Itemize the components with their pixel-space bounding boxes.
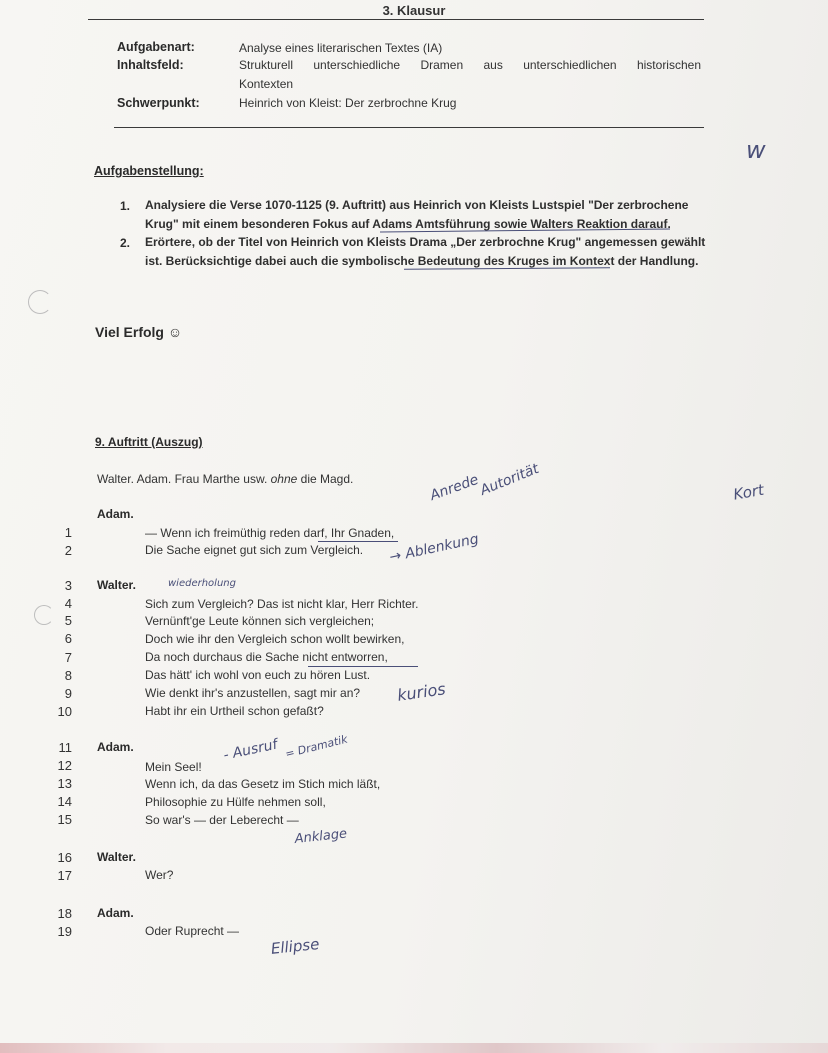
line-number: 4 xyxy=(64,596,72,611)
line-number: 8 xyxy=(64,668,72,683)
meta-label-inhaltsfeld: Inhaltsfeld: xyxy=(117,58,184,72)
punch-hole-mark-2 xyxy=(34,605,54,625)
verse-line: Habt ihr ein Urtheil schon gefaßt? xyxy=(145,704,324,718)
speaker-walter-2: Walter. xyxy=(97,850,136,864)
meta-label-schwerpunkt: Schwerpunkt: xyxy=(117,96,200,110)
annotation-ellipse: Ellipse xyxy=(270,934,321,958)
line-number: 9 xyxy=(64,686,72,701)
annotation-ablenkung: → Ablenkung xyxy=(388,531,481,566)
page-bottom-edge xyxy=(0,1043,828,1053)
meta-value-inhaltsfeld-line1: Strukturell unterschiedliche Dramen aus unterschiedlichen historischen xyxy=(239,58,701,72)
meta-value-inhaltsfeld-line2: Kontexten xyxy=(239,77,294,91)
task-2-number: 2. xyxy=(120,236,131,250)
annotation-anrede: Anrede xyxy=(428,471,481,505)
verse-line: Vernünft'ge Leute können sich vergleichen; xyxy=(145,614,375,628)
line-number: 15 xyxy=(57,812,72,827)
verse-line: Die Sache eignet gut sich zum Vergleich. xyxy=(145,543,364,557)
line-number: 7 xyxy=(64,650,72,665)
line-number: 14 xyxy=(57,794,72,809)
task-1-number: 1. xyxy=(120,199,131,213)
line-number: 1 xyxy=(64,525,72,540)
line-number: 11 xyxy=(58,740,72,755)
pen-underline-ihr-gnaden xyxy=(318,541,398,542)
header-rule-bottom xyxy=(114,127,704,128)
verse-line: Doch wie ihr den Vergleich schon wollt bewirken, xyxy=(145,632,405,646)
verse-line: Oder Ruprecht — xyxy=(145,924,240,938)
annotation-kurios: kurios xyxy=(396,679,447,705)
speaker-walter-1: Walter. xyxy=(97,578,136,592)
assignment-heading: Aufgabenstellung: xyxy=(94,164,204,178)
verse-line: So war's — der Leberecht — xyxy=(145,813,299,827)
verse-line: Wer? xyxy=(145,868,174,882)
verse-line: Wenn ich, da das Gesetz im Stich mich läßt, xyxy=(145,777,381,791)
meta-value-aufgabenart: Analyse eines literarischen Textes (IA) xyxy=(239,41,443,55)
annotation-wiederholung: wiederholung xyxy=(168,578,236,589)
line-number: 16 xyxy=(57,850,72,865)
annotation-dramatik: = Dramatik xyxy=(284,732,349,761)
good-luck-text: Viel Erfolg ☺ xyxy=(95,324,183,340)
annotation-anklage: Anklage xyxy=(294,826,348,847)
speaker-adam-1: Adam. xyxy=(97,507,134,521)
pen-underline-entworren xyxy=(308,666,418,667)
speaker-adam-3: Adam. xyxy=(97,906,134,920)
verse-line: — Wenn ich freimüthig reden darf, Ihr Gnaden, xyxy=(145,526,395,540)
speaker-adam-2: Adam. xyxy=(97,740,134,754)
verse-line: Da noch durchaus die Sache nicht entworren, xyxy=(145,650,388,664)
annotation-autoritaet: Autorität xyxy=(478,460,542,499)
verse-line: Mein Seel! xyxy=(145,760,202,774)
stage-direction xyxy=(97,472,353,486)
page-title: 3. Klausur xyxy=(382,3,446,18)
header-rule-top xyxy=(88,19,704,20)
stage-direction-part2: die Magd. xyxy=(297,472,354,486)
line-number: 18 xyxy=(57,906,72,921)
line-number: 2 xyxy=(64,543,72,558)
verse-line: Sich zum Vergleich? Das ist nicht klar, Herr Richter. xyxy=(145,597,419,611)
task-1-text: Analysiere die Verse 1070-1125 (9. Auftritt) aus Heinrich von Kleists Lustspiel "Der zerbrochene Krug" mit einem besonderen Fokus auf Adams Amtsführung sowie Walters Reaktion darauf. xyxy=(145,198,689,231)
scene-heading: 9. Auftritt (Auszug) xyxy=(95,435,203,449)
line-number: 13 xyxy=(57,776,72,791)
line-number: 19 xyxy=(57,924,72,939)
verse-line: Philosophie zu Hülfe nehmen soll, xyxy=(145,795,326,809)
meta-label-aufgabenart: Aufgabenart: xyxy=(117,40,195,54)
verse-line: Das hätt' ich wohl von euch zu hören Lust. xyxy=(145,668,371,682)
stage-direction-emphasis: ohne xyxy=(270,472,298,486)
line-number: 5 xyxy=(64,613,72,628)
stage-direction-part1: Walter. Adam. Frau Marthe usw. xyxy=(97,472,271,486)
punch-hole-mark xyxy=(28,290,52,314)
line-number: 17 xyxy=(57,868,72,883)
corner-handwritten-mark: w xyxy=(746,136,766,164)
line-number: 12 xyxy=(57,758,72,773)
line-number: 6 xyxy=(64,631,72,646)
verse-line: Wie denkt ihr's anzustellen, sagt mir an? xyxy=(145,686,361,700)
line-number: 10 xyxy=(57,704,72,719)
line-number: 3 xyxy=(64,578,72,593)
meta-value-schwerpunkt: Heinrich von Kleist: Der zerbrochne Krug xyxy=(239,96,457,110)
annotation-ausruf: - Ausruf xyxy=(222,736,279,764)
task-2-text: Erörtere, ob der Titel von Heinrich von Kleists Drama „Der zerbrochne Krug" angemessen gewählt ist. Berücksichtige dabei auch die symbolische Bedeutung des Kruges im Kontext der Handlung. xyxy=(145,235,706,268)
annotation-kort: Kort xyxy=(732,480,766,504)
